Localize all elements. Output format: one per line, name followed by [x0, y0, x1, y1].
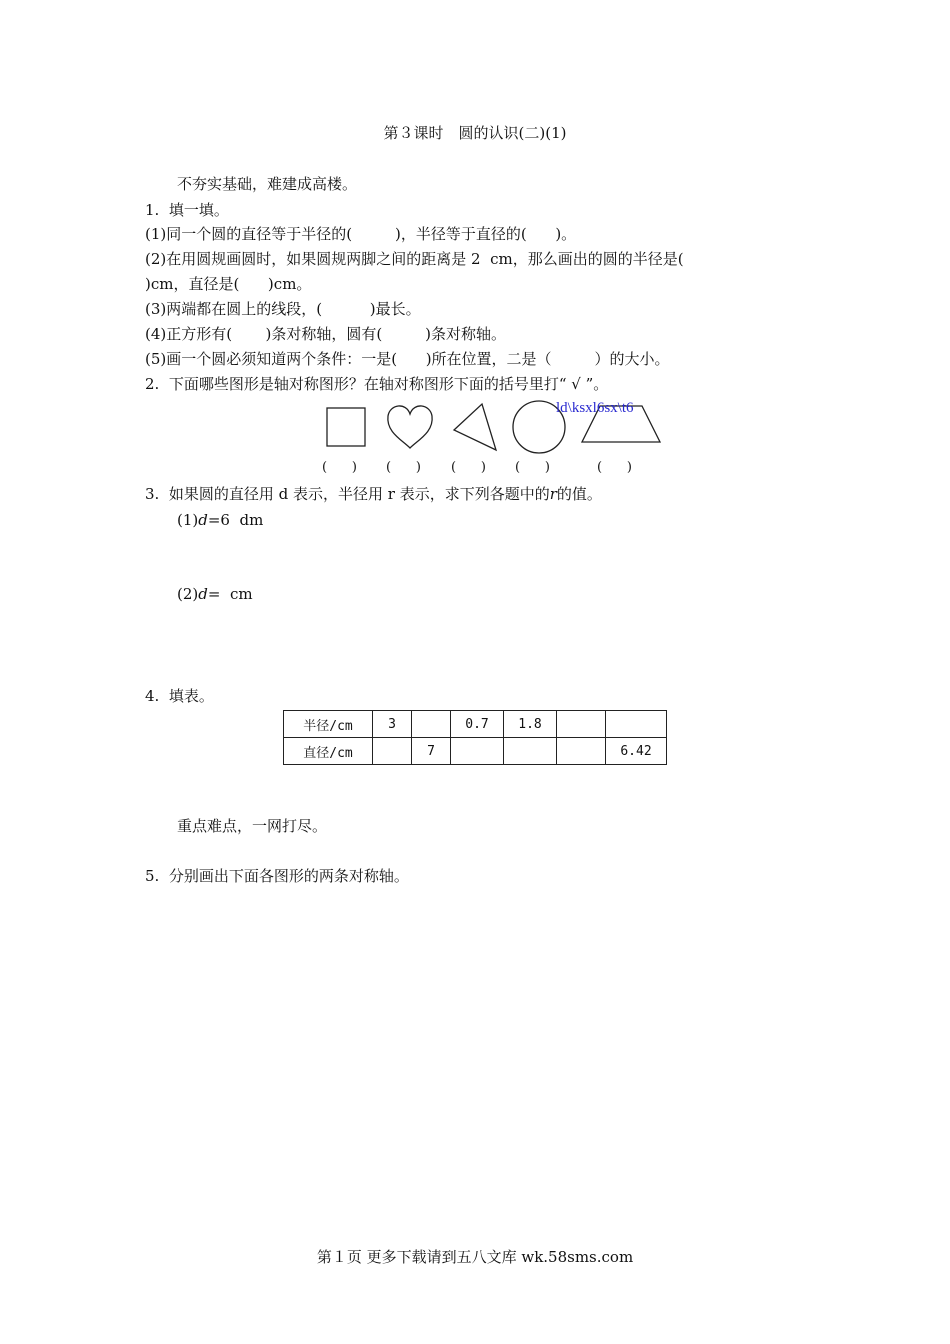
answer-paren-trapezoid: ( ) — [597, 460, 632, 475]
q1-item-2-cont: )cm，直径是( )cm。 — [145, 275, 312, 293]
q3-item-2-var: d — [198, 585, 208, 603]
q3-heading-var: r — [549, 485, 557, 503]
q3-item-1-rest: =6 dm — [207, 511, 264, 529]
answer-paren-circle: ( ) — [515, 460, 550, 475]
q1-item-2: (2)在用圆规画圆时，如果圆规两脚之间的距离是 2 cm，那么画出的圆的半径是( — [145, 250, 684, 268]
answer-paren-heart: ( ) — [386, 460, 421, 475]
q1-item-4: (4)正方形有( )条对称轴，圆有( )条对称轴。 — [145, 325, 506, 343]
motto-foundation: 不夯实基础，难建成高楼。 — [177, 175, 358, 193]
table-cell — [504, 738, 557, 765]
q1-item-5: (5)画一个圆必须知道两个条件：一是( )所在位置，二是（ ）的大小。 — [145, 350, 670, 368]
q1-item-1: (1)同一个圆的直径等于半径的( )，半径等于直径的( )。 — [145, 225, 577, 243]
table-row-label: 半径/cm — [284, 711, 373, 738]
table-row-radius — [284, 711, 667, 738]
page-footer: 第１页 更多下载请到五八文库 wk.58sms.com — [316, 1248, 634, 1266]
table-cell: 3 — [373, 711, 412, 738]
motto-key-points: 重点难点，一网打尽。 — [177, 817, 328, 835]
table-cell — [606, 711, 667, 738]
q3-item-2-prefix: (2) — [177, 585, 199, 603]
q3-heading-text: 3. 如果圆的直径用 d 表示，半径用 r 表示，求下列各题中的 — [145, 485, 550, 503]
heart-shape — [388, 406, 432, 448]
answer-paren-square: ( ) — [322, 460, 357, 475]
table-cell: 6.42 — [606, 738, 667, 765]
q2-heading: 2. 下面哪些图形是轴对称图形？在轴对称图形下面的括号里打“ √ ”。 — [145, 375, 609, 393]
table-cell — [373, 738, 412, 765]
table-cell — [557, 738, 606, 765]
watermark-text: ld\ksxl6sx\t6 — [556, 400, 634, 416]
triangle-shape — [454, 404, 496, 450]
q5-heading: 5. 分别画出下面各图形的两条对称轴。 — [145, 867, 409, 885]
square-shape — [327, 408, 365, 446]
q3-heading-tail: 的值。 — [556, 485, 602, 503]
table-cell: 0.7 — [451, 711, 504, 738]
answer-paren-triangle: ( ) — [451, 460, 486, 475]
q3-item-2-rest: = cm — [207, 585, 253, 603]
table-row-label: 直径/cm — [284, 738, 373, 765]
q3-item-1-prefix: (1) — [177, 511, 199, 529]
q3-heading — [145, 484, 602, 504]
table-cell: 1.8 — [504, 711, 557, 738]
q3-item-1 — [177, 510, 263, 530]
radius-diameter-table — [283, 710, 667, 765]
q4-heading: 4. 填表。 — [145, 687, 214, 705]
table-cell — [412, 711, 451, 738]
q1-heading: 1. 填一填。 — [145, 201, 229, 219]
q3-item-2 — [177, 584, 253, 604]
q1-item-3: (3)两端都在圆上的线段，( )最长。 — [145, 300, 421, 318]
page-title: 第３课时 圆的认识(二)(1) — [383, 124, 567, 142]
table-cell: 7 — [412, 738, 451, 765]
q3-item-1-var: d — [198, 511, 208, 529]
table-cell — [451, 738, 504, 765]
table-row-diameter — [284, 738, 667, 765]
table-cell — [557, 711, 606, 738]
